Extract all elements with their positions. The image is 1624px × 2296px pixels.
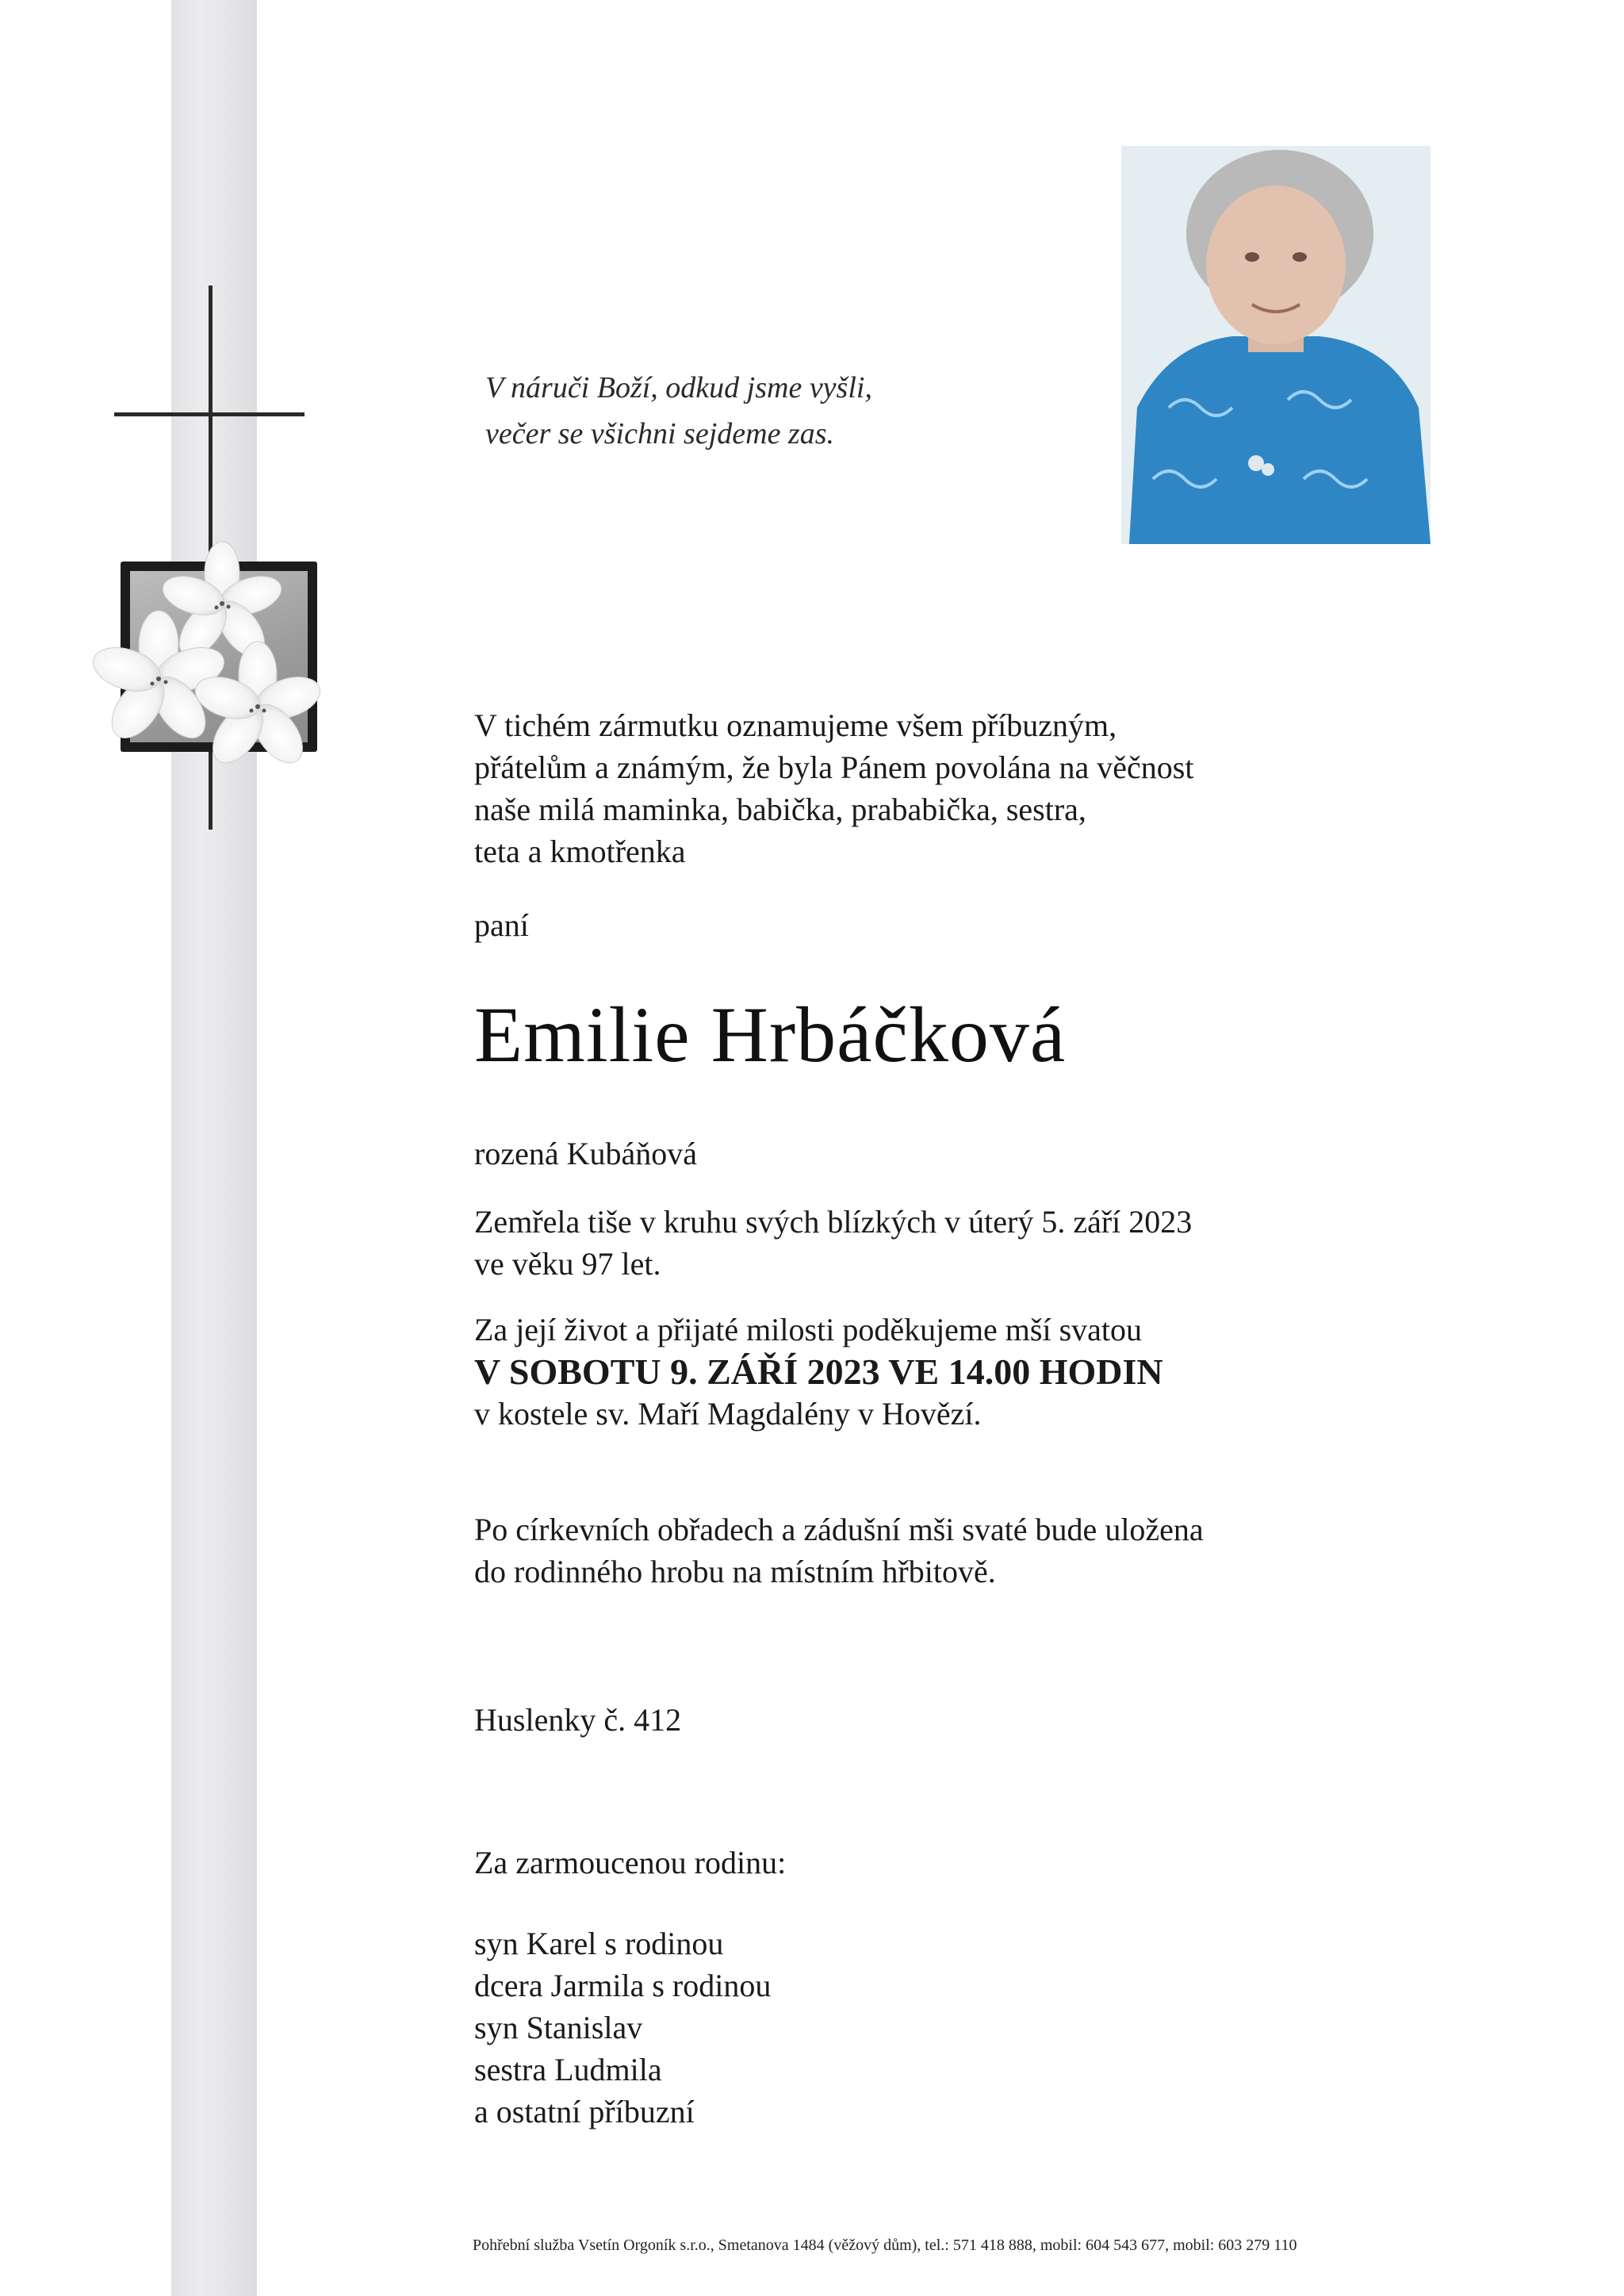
verse xyxy=(485,365,872,457)
death-line-2: ve věku 97 let. xyxy=(474,1246,661,1282)
mourner-5: a ostatní příbuzní xyxy=(474,2094,695,2129)
decorative-band xyxy=(171,0,257,2296)
mourners-list xyxy=(474,1922,771,2133)
family-heading: Za zarmoucenou rodinu: xyxy=(474,1845,787,1880)
service-line-1: Za její život a přijaté milosti poděkujeme mší svatou xyxy=(474,1312,1143,1347)
service-info xyxy=(474,1309,1163,1435)
announcement-line-2: přátelům a známým, že byla Pánem povolána na věčnost xyxy=(474,749,1194,785)
announcement-line-3: naše milá maminka, babička, prababička, sestra, xyxy=(474,792,1086,827)
burial-line-1: Po církevních obřadech a zádušní mši svaté bude uložena xyxy=(474,1512,1204,1547)
mourner-3: syn Stanislav xyxy=(474,2010,643,2045)
mourner-2: dcera Jarmila s rodinou xyxy=(474,1968,772,2003)
verse-line-2: večer se všichni sejdeme zas. xyxy=(485,417,835,450)
announcement xyxy=(474,704,1193,872)
cross-icon-horizontal xyxy=(114,412,304,416)
deceased-name: Emilie Hrbáčková xyxy=(474,991,1067,1079)
service-datetime: V SOBOTU 9. ZÁŘÍ 2023 VE 14.00 HODIN xyxy=(474,1351,1163,1392)
verse-line-1: V náruči Boží, odkud jsme vyšli, xyxy=(485,371,872,404)
service-line-3: v kostele sv. Maří Magdalény v Hovězí. xyxy=(474,1396,982,1432)
death-notice xyxy=(474,1201,1192,1285)
mourner-4: sestra Ludmila xyxy=(474,2052,662,2087)
burial-info xyxy=(474,1508,1204,1593)
burial-line-2: do rodinného hrobu na místním hřbitově. xyxy=(474,1554,996,1589)
address: Huslenky č. 412 xyxy=(474,1702,682,1738)
mourner-1: syn Karel s rodinou xyxy=(474,1926,724,1961)
death-line-1: Zemřela tiše v kruhu svých blízkých v úterý 5. září 2023 xyxy=(474,1204,1193,1240)
title-word: paní xyxy=(474,907,529,943)
announcement-line-1: V tichém zármutku oznamujeme všem příbuzným, xyxy=(474,707,1117,743)
footer-funeral-service: Pohřební služba Vsetín Orgoník s.r.o., Smetanova 1484 (věžový dům), tel.: 571 418 888, mobil: 604 543 677, mobil: 603 279 110 xyxy=(473,2237,1297,2254)
lily-flowers-icon xyxy=(119,560,324,758)
announcement-line-4: teta a kmotřenka xyxy=(474,834,686,869)
portrait-photo xyxy=(1121,146,1431,544)
maiden-name: rozená Kubáňová xyxy=(474,1136,697,1171)
lily-flowers-graphic xyxy=(63,528,349,790)
